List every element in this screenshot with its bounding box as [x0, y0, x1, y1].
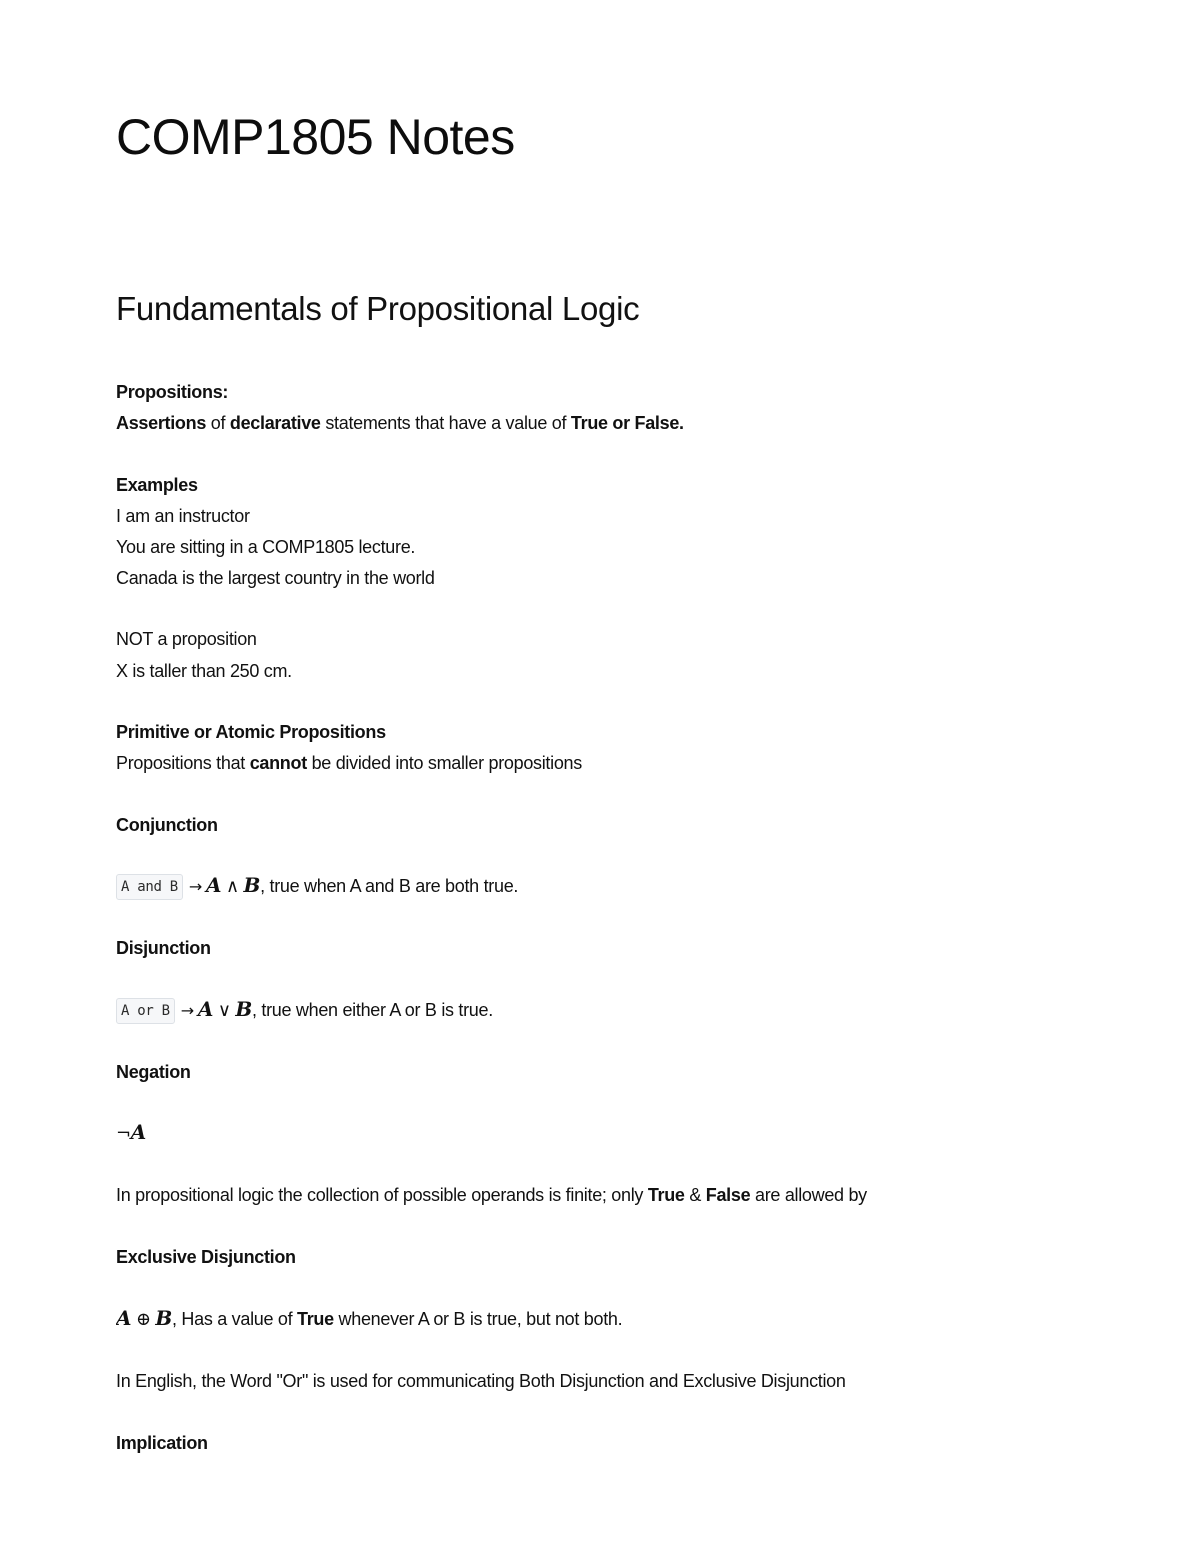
example-item: Canada is the largest country in the world: [116, 568, 435, 588]
primitive-text: Propositions that cannot be divided into smaller propositions: [116, 753, 582, 773]
disjunction-code: A or B: [116, 998, 175, 1024]
negation-formula: ¬A: [116, 1120, 147, 1144]
conjunction-code: A and B: [116, 874, 183, 900]
primitive-heading: Primitive or Atomic Propositions: [116, 722, 386, 742]
propositions-heading: Propositions:: [116, 382, 229, 402]
arrow-icon: →: [180, 1001, 194, 1020]
implication-heading: Implication: [116, 1433, 208, 1453]
conjunction-heading: Conjunction: [116, 815, 218, 835]
page-title: COMP1805 Notes: [116, 109, 515, 165]
exclusive-disjunction-line: A ⊕ B, Has a value of True whenever A or B is true, but not both.: [116, 1306, 623, 1330]
not-proposition-text: X is taller than 250 cm.: [116, 661, 292, 681]
not-proposition-heading: NOT a proposition: [116, 629, 257, 649]
propositions-definition: Assertions of declarative statements that have a value of True or False.: [116, 413, 684, 433]
disjunction-line: A or B → A ∨ B, true when either A or B is true.: [116, 998, 493, 1024]
negation-note: In propositional logic the collection of possible operands is finite; only True & False are allowed by: [116, 1185, 867, 1205]
exclusive-disjunction-heading: Exclusive Disjunction: [116, 1247, 296, 1267]
conjunction-line: A and B → A ∧ B, true when A and B are both true.: [116, 874, 518, 900]
example-item: I am an instructor: [116, 506, 250, 526]
section-title: Fundamentals of Propositional Logic: [116, 290, 640, 327]
arrow-icon: →: [188, 877, 203, 896]
examples-heading: Examples: [116, 475, 198, 495]
negation-heading: Negation: [116, 1062, 191, 1082]
disjunction-heading: Disjunction: [116, 938, 211, 958]
exclusive-disjunction-note: In English, the Word "Or" is used for communicating Both Disjunction and Exclusive Disjunction: [116, 1371, 846, 1391]
notes-page: [116, 0, 986, 1553]
example-item: You are sitting in a COMP1805 lecture.: [116, 537, 416, 557]
